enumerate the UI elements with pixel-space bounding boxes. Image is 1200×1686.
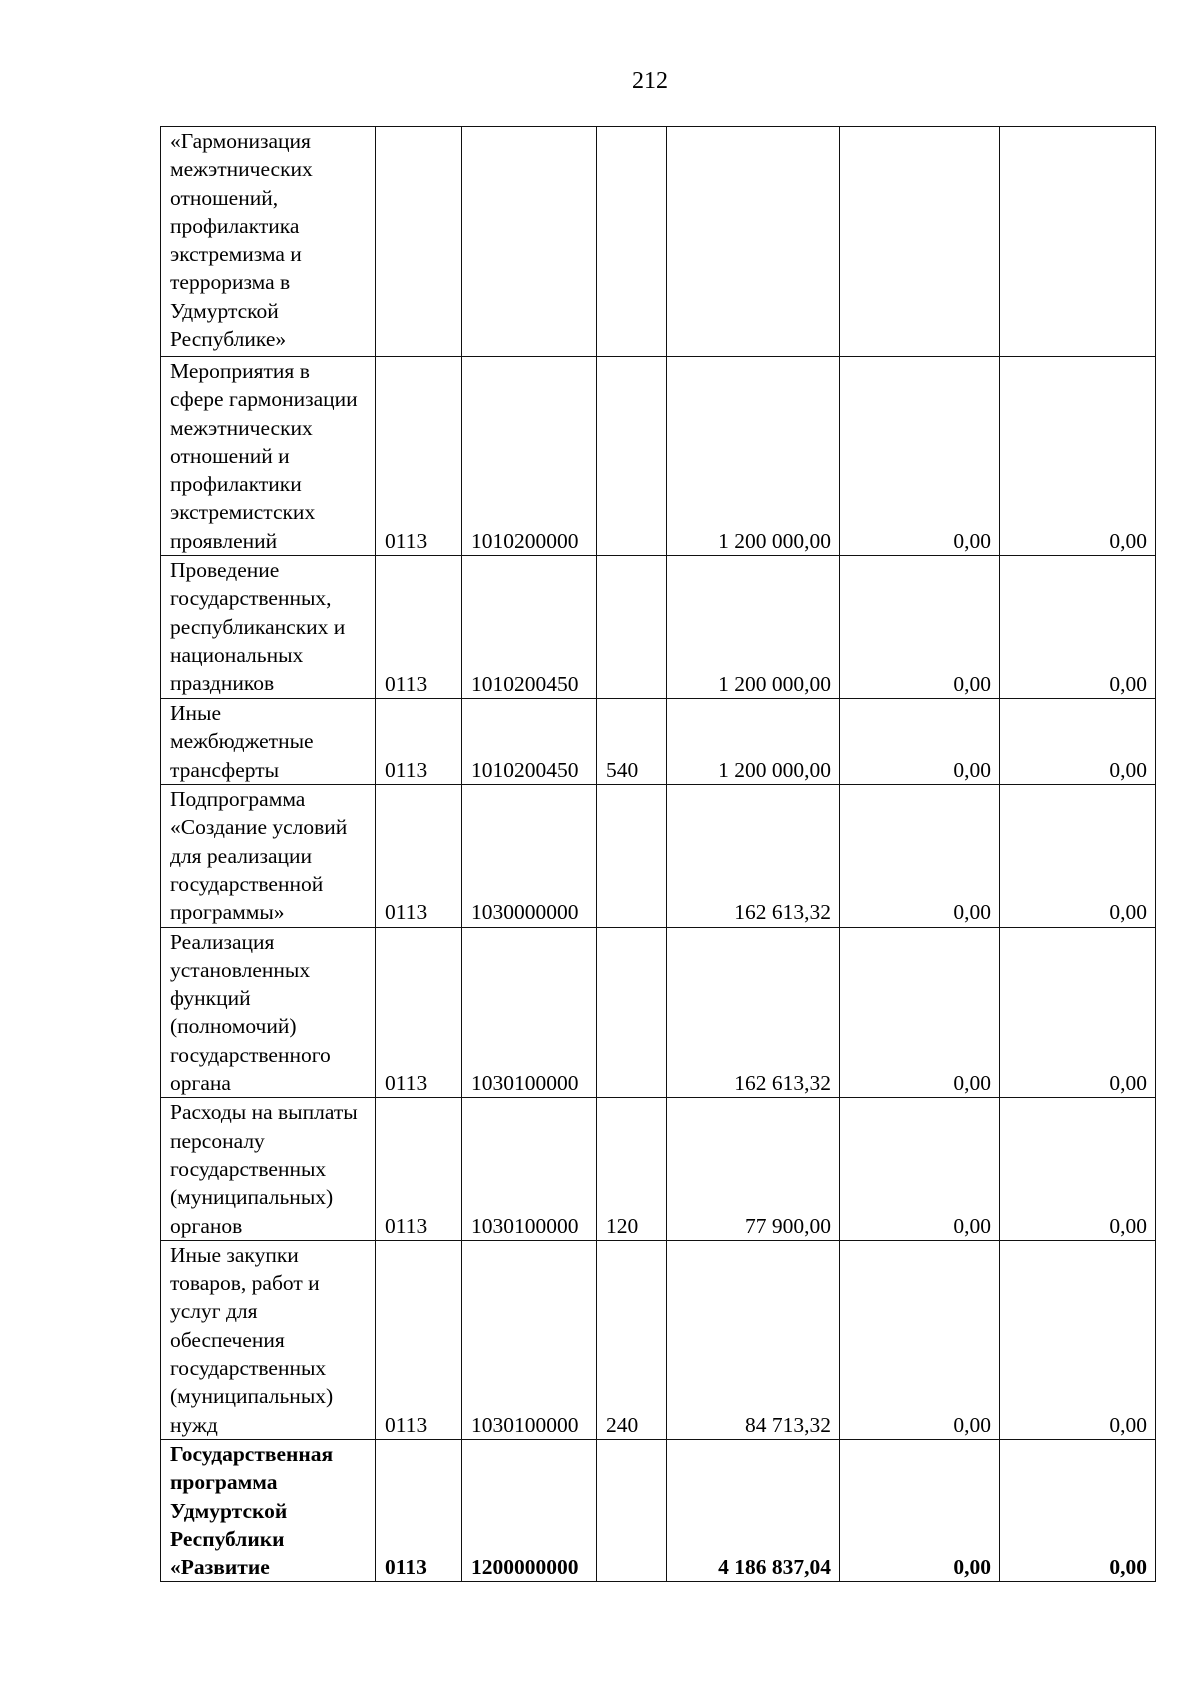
cell-target-code: 1030100000 [462,1098,597,1240]
cell-amount-2: 0,00 [840,699,1000,785]
cell-amount-3: 0,00 [1000,927,1156,1098]
cell-target-code [462,127,597,357]
cell-expense-type [597,357,667,556]
cell-amount-2: 0,00 [840,357,1000,556]
cell-amount-3: 0,00 [1000,1439,1156,1581]
cell-amount-3: 0,00 [1000,357,1156,556]
cell-target-code: 1030000000 [462,785,597,927]
cell-amount-1: 162 613,32 [667,927,840,1098]
budget-table [160,126,1156,1582]
cell-amount-1: 4 186 837,04 [667,1439,840,1581]
cell-amount-3 [1000,127,1156,357]
cell-amount-2: 0,00 [840,556,1000,699]
cell-amount-1 [667,127,840,357]
table-row [161,785,1156,927]
cell-section-code: 0113 [376,556,462,699]
cell-amount-3: 0,00 [1000,1098,1156,1240]
cell-amount-3: 0,00 [1000,556,1156,699]
cell-name: Иные закупки товаров, работ и услуг для обеспечения государственных (муниципальных) нужд [161,1240,376,1439]
cell-target-code: 1200000000 [462,1439,597,1581]
cell-name: Расходы на выплаты персоналу государственных (муниципальных) органов [161,1098,376,1240]
cell-section-code: 0113 [376,1240,462,1439]
cell-section-code: 0113 [376,357,462,556]
table-row [161,1098,1156,1240]
table-row [161,699,1156,785]
cell-expense-type [597,927,667,1098]
cell-name: Реализация установленных функций (полномочий) государственного органа [161,927,376,1098]
cell-target-code: 1030100000 [462,927,597,1098]
cell-expense-type: 540 [597,699,667,785]
cell-amount-3: 0,00 [1000,699,1156,785]
table-row [161,556,1156,699]
table-row [161,1439,1156,1581]
table-row [161,1240,1156,1439]
cell-expense-type: 240 [597,1240,667,1439]
table-row [161,127,1156,357]
cell-amount-2 [840,127,1000,357]
cell-name: Мероприятия в сфере гармонизации межэтнических отношений и профилактики экстремистских проявлений [161,357,376,556]
page-number: 212 [632,68,668,94]
cell-amount-1: 1 200 000,00 [667,556,840,699]
cell-section-code: 0113 [376,785,462,927]
cell-section-code: 0113 [376,1439,462,1581]
cell-amount-3: 0,00 [1000,785,1156,927]
cell-section-code: 0113 [376,927,462,1098]
cell-target-code: 1030100000 [462,1240,597,1439]
cell-amount-1: 1 200 000,00 [667,699,840,785]
table-row [161,357,1156,556]
cell-name: «Гармонизация межэтнических отношений, профилактика экстремизма и терроризма в Удмуртской Республике» [161,127,376,357]
cell-amount-1: 162 613,32 [667,785,840,927]
cell-amount-1: 1 200 000,00 [667,357,840,556]
cell-expense-type [597,1439,667,1581]
cell-amount-2: 0,00 [840,1240,1000,1439]
cell-name: Подпрограмма «Создание условий для реализации государственной программы» [161,785,376,927]
cell-amount-2: 0,00 [840,1098,1000,1240]
cell-amount-2: 0,00 [840,1439,1000,1581]
cell-target-code: 1010200450 [462,556,597,699]
cell-expense-type [597,785,667,927]
cell-expense-type: 120 [597,1098,667,1240]
cell-section-code [376,127,462,357]
cell-amount-1: 84 713,32 [667,1240,840,1439]
cell-section-code: 0113 [376,1098,462,1240]
cell-expense-type [597,127,667,357]
cell-amount-2: 0,00 [840,927,1000,1098]
cell-target-code: 1010200000 [462,357,597,556]
cell-expense-type [597,556,667,699]
cell-amount-3: 0,00 [1000,1240,1156,1439]
cell-section-code: 0113 [376,699,462,785]
cell-name: Государственная программа Удмуртской Республики «Развитие [161,1439,376,1581]
cell-name: Иные межбюджетные трансферты [161,699,376,785]
cell-name: Проведение государственных, республиканских и национальных праздников [161,556,376,699]
cell-amount-2: 0,00 [840,785,1000,927]
cell-target-code: 1010200450 [462,699,597,785]
table-row [161,927,1156,1098]
cell-amount-1: 77 900,00 [667,1098,840,1240]
